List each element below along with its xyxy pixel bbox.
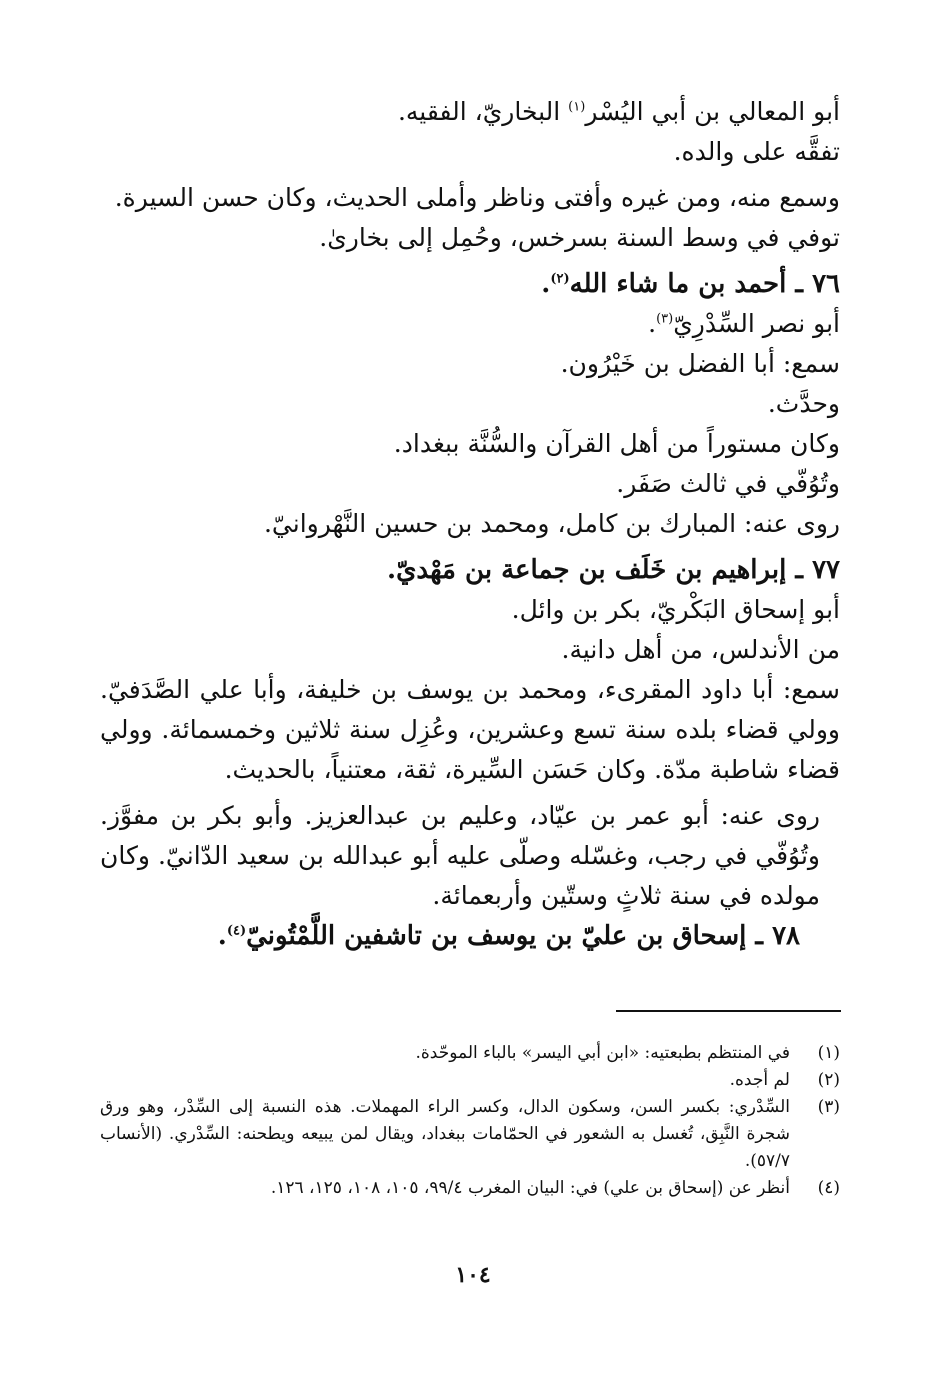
footnote-text: في المنتظم بطبعتيه: «ابن أبي اليسر» بالباء الموحّدة. xyxy=(415,1043,790,1063)
footnote-ref-2[interactable]: (٢) xyxy=(550,271,570,287)
text-span: البخاريّ، الفقيه. xyxy=(397,97,569,126)
footnotes xyxy=(100,1040,840,1202)
footnote-divider xyxy=(616,1010,841,1012)
footnote-item xyxy=(100,1067,840,1094)
text-line: توفي في وسط السنة بسرخس، وحُمِل إلى بخارىٰ. xyxy=(319,223,840,252)
paragraph: روى عنه: أبو عمر بن عيّاد، وعليم بن عبدالعزيز. وأبو بكر بن مفوَّز. وتُوُفّي في رجب، وغسّله وصلّى عليه أبو عبدالله بن سعيد الدّانيّ. وكان مولده في سنة ثلاثٍ وستّين وأربعمائة. xyxy=(100,801,820,910)
footnote-ref-3[interactable]: (٣) xyxy=(656,311,674,327)
text-span: . xyxy=(217,921,227,951)
footnote-ref-1[interactable]: (١) xyxy=(568,99,586,115)
footnote-text: أنظر عن (إسحاق بن علي) في: البيان المغرب ٩٩/٤، ١٠٥، ١٠٨، ١٢٥، ١٢٦. xyxy=(270,1178,790,1198)
footnote-number: (٣) xyxy=(817,1097,840,1117)
text-line: وكان مستوراً من أهل القرآن والسُّنَّة ببغداد. xyxy=(393,429,840,458)
text-line: سمع: أبا الفضل بن خَيْرُون. xyxy=(560,349,840,378)
footnote-text: السِّدْري: بكسر السن، وسكون الدال، وكسر الراء المهملات. هذه النسبة إلى السِّدْر، وهو ورق شجرة النَّبِق، تُغسل به الشعور في الحمّامات ببغداد، ويقال لمن يبيعه ويطحنه: السِّدْري. (الأنساب ٥٧/٧). xyxy=(100,1097,790,1171)
text-line: من الأندلس، من أهل دانية. xyxy=(561,635,840,664)
text-line: وسمع منه، ومن غيره وأفتى وناظر وأملى الحديث، وكان حسن السيرة. xyxy=(114,183,840,212)
text-line: تفقَّه على والده. xyxy=(673,137,840,166)
text-line: وحدَّث. xyxy=(767,389,840,418)
entry-title: ٧٦ ـ أحمد بن ما شاء الله xyxy=(569,269,840,299)
footnote-text: لم أجده. xyxy=(729,1070,790,1090)
entry-heading-77: ٧٧ ـ إبراهيم بن خَلَف بن جماعة بن مَهْديّ. xyxy=(387,555,840,585)
text-line: وتُوُفّي في ثالث صَفَر. xyxy=(616,469,840,498)
main-text xyxy=(100,92,840,956)
footnote-item xyxy=(100,1094,840,1175)
footnote-number: (٢) xyxy=(817,1070,840,1090)
text-line xyxy=(100,92,840,132)
text-span: . xyxy=(541,269,551,299)
text-span: أبو نصر السِّدْرِيّ xyxy=(673,309,840,338)
entry-heading-76 xyxy=(100,264,840,304)
entry-title: ٧٨ ـ إسحاق بن عليّ بن يوسف بن تاشفين اللَّمْتُونيّ xyxy=(246,921,800,951)
text-span: أبو المعالي بن أبي اليُسْر xyxy=(585,97,840,126)
footnote-item xyxy=(100,1175,840,1202)
text-line: أبو إسحاق البَكْريّ، بكر بن وائل. xyxy=(511,595,840,624)
text-span: . xyxy=(648,309,657,338)
entry-heading-78 xyxy=(100,916,840,956)
footnote-number: (١) xyxy=(817,1043,840,1063)
text-line xyxy=(100,304,840,344)
page-number: ١٠٤ xyxy=(455,1262,491,1288)
footnote-ref-4[interactable]: (٤) xyxy=(226,923,247,939)
footnote-number: (٤) xyxy=(817,1178,840,1198)
paragraph: سمع: أبا داود المقرىء، ومحمد بن يوسف بن خليفة، وأبا علي الصَّدَفيّ. وولي قضاء بلده سنة تسع وعشرين، وعُزِل سنة ثلاثين وخمسمائة. وولي قضاء شاطبة مدّة. وكان حَسَن السِّيرة، ثقة، معتنياً، بالحديث. xyxy=(100,675,840,784)
footnote-item xyxy=(100,1040,840,1067)
text-line: روى عنه: المبارك بن كامل، ومحمد بن حسين النَّهْروانيّ. xyxy=(263,509,840,538)
